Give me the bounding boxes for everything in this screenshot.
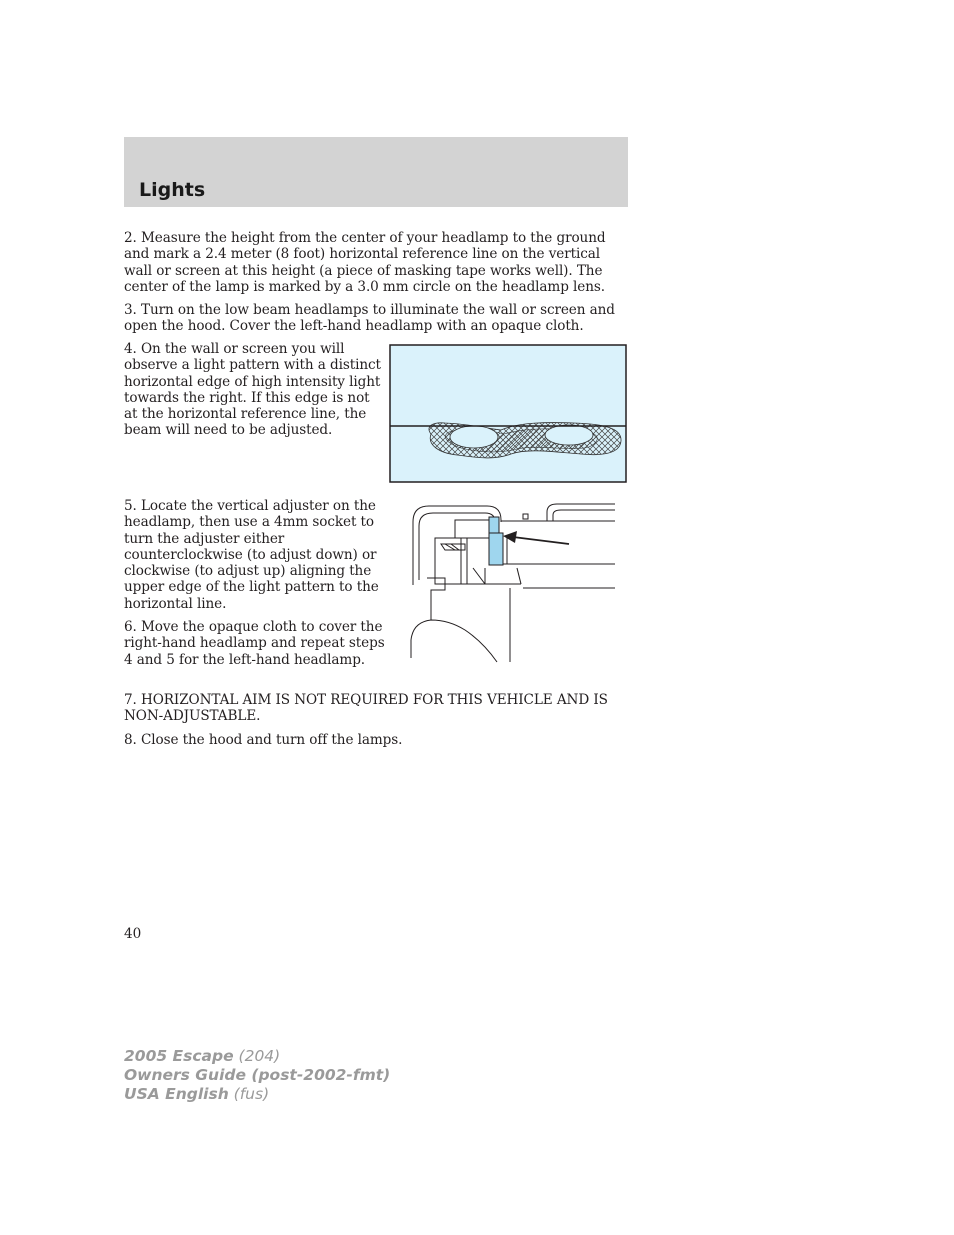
section-title: Lights <box>139 179 206 201</box>
section-header-band <box>124 137 628 207</box>
pointer-arrow-line <box>513 537 569 544</box>
document-footer <box>124 1047 390 1104</box>
footer-language: USA English <box>124 1085 229 1103</box>
footer-line-2 <box>124 1066 390 1085</box>
step-2-text: 2. Measure the height from the center of your headlamp to the ground and mark a 2.4 meter (8 foot) horizontal reference line on the vertical wall or screen at this height (a piece of masking tape works well). The center of the lamp is marked by a 3.0 mm circle on the headlamp lens. <box>124 230 606 295</box>
footer-model: 2005 Escape <box>124 1047 234 1065</box>
footer-model-code: (204) <box>233 1047 281 1065</box>
step-3-text: 3. Turn on the low beam headlamps to illuminate the wall or screen and open the hood. Cover the left-hand headlamp with an opaque cloth. <box>124 302 615 335</box>
headlamp-adjuster-figure <box>405 500 620 665</box>
step-6-text: 6. Move the opaque cloth to cover the right-hand headlamp and repeat steps 4 and 5 for the left-hand headlamp. <box>124 619 385 668</box>
vertical-adjuster <box>489 517 499 533</box>
footer-language-code: (fus) <box>228 1085 270 1103</box>
step-8-text: 8. Close the hood and turn off the lamps. <box>124 732 403 748</box>
pointer-arrow-head <box>503 531 517 543</box>
step-5-text: 5. Locate the vertical adjuster on the headlamp, then use a 4mm socket to turn the adjuster either counterclockwise (to adjust down) or clockwise (to adjust up) aligning the upper edge of the light pattern to the horizontal line. <box>124 498 379 612</box>
step-7-text: 7. HORIZONTAL AIM IS NOT REQUIRED FOR THIS VEHICLE AND IS NON-ADJUSTABLE. <box>124 692 608 725</box>
vertical-adjuster-body <box>489 533 503 565</box>
wall-screen <box>390 345 626 482</box>
step-4-text: 4. On the wall or screen you will observe a light pattern with a distinct horizontal edge of high intensity light towards the right. If this edge is not at the horizontal reference line, the beam will need to be adjusted. <box>124 341 381 439</box>
footer-guide: Owners Guide (post-2002-fmt) <box>124 1066 391 1084</box>
beam-pattern-figure <box>389 344 627 483</box>
hotspot-right <box>545 425 593 445</box>
hotspot-left <box>450 426 498 448</box>
page-number: 40 <box>124 926 142 942</box>
footer-line-1 <box>124 1047 390 1066</box>
footer-line-3 <box>124 1085 390 1104</box>
